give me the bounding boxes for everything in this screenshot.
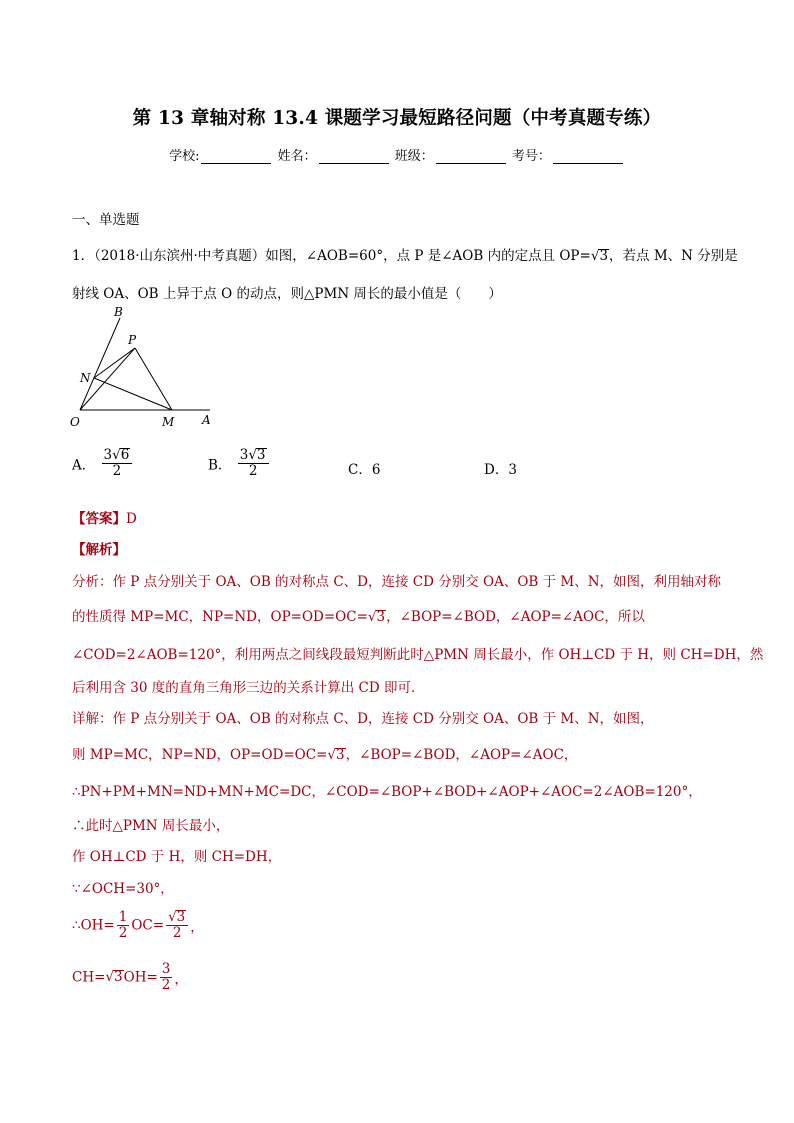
page-title: 第 13 章轴对称 13.4 课题学习最短路径问题（中考真题专练）	[132, 108, 662, 129]
analysis-line-9: 作 OH⊥CD 于 H，则 CH=DH，	[72, 849, 282, 865]
analysis-line-5: 详解：作 P 点分别关于 OA、OB 的对称点 C、D，连接 CD 分别交 OA、OB 于 M、N，如图，	[72, 711, 654, 727]
class-label: 班级：	[394, 149, 434, 164]
fraction: $\frac{3√3}{2}$	[238, 448, 269, 479]
analysis-line-6: 则 MP=MC，NP=ND，OP=OD=OC=√3，∠BOP=∠BOD，∠AOP=∠AOC，	[72, 747, 578, 764]
student-info-line	[0, 145, 794, 164]
label-m: M	[162, 415, 175, 429]
question-text: 1．（2018·山东滨州·中考真题）如图，∠AOB=60°，点 P 是∠AOB 内的定点且 OP=	[72, 248, 591, 264]
name-label: 姓名：	[277, 149, 317, 164]
name-field[interactable]	[319, 150, 389, 164]
analysis-line-3: ∠COD=2∠AOB=120°，利用两点之间线段最短判断此时△PMN 周长最小，作 OH⊥CD 于 H，则 CH=DH，然	[72, 647, 764, 663]
segment-nm	[94, 378, 172, 410]
option-c[interactable]: C．6	[348, 462, 381, 478]
class-field[interactable]	[436, 150, 506, 164]
option-d[interactable]: D．3	[484, 462, 517, 478]
analysis-line-8: ∴此时△PMN 周长最小，	[72, 818, 230, 834]
section-heading: 一、单选题	[72, 212, 140, 228]
geometry-figure	[68, 304, 218, 432]
fraction: $\frac{3√6}{2}$	[102, 448, 133, 479]
label-p: P	[128, 333, 137, 347]
label-a: A	[202, 413, 211, 427]
analysis-line-4: 后利用含 30 度的直角三角形三边的关系计算出 CD 即可．	[72, 680, 425, 696]
analysis-line-12: CH=√3OH= $\frac{3}{2}$ ，	[72, 961, 188, 993]
option-a[interactable]: A． $\frac{3√6}{2}$	[72, 448, 134, 488]
segment-pm	[135, 348, 172, 410]
exam-no-field[interactable]	[553, 150, 623, 164]
answer-line	[72, 507, 137, 527]
analysis-line-10: ∵∠OCH=30°，	[72, 881, 174, 897]
label-o: O	[70, 415, 80, 429]
question-text: ，若点 M、N 分别是	[609, 248, 738, 264]
school-label: 学校:	[169, 149, 200, 164]
analysis-line-11: ∴OH= $\frac{1}{2}$ OC= $\frac{√3}{2}$ ，	[72, 909, 204, 941]
analysis-line-7: ∴PN+PM+MN=ND+MN+MC=DC，∠COD=∠BOP+∠BOD+∠AOP+∠AOC=2∠AOB=120°，	[72, 784, 702, 800]
sqrt-symbol: √3	[590, 248, 609, 265]
label-b: B	[114, 305, 123, 319]
exam-no-label: 考号：	[511, 149, 551, 164]
school-field[interactable]	[201, 150, 271, 164]
analysis-line-1: 分析：作 P 点分别关于 OA、OB 的对称点 C、D，连接 CD 分别交 OA、OB 于 M、N，如图，利用轴对称	[72, 574, 722, 590]
label-n: N	[80, 371, 91, 385]
answer-value: D	[126, 511, 137, 527]
question-line-1	[72, 244, 738, 264]
question-line-2: 射线 OA、OB 上异于点 O 的动点，则△PMN 周长的最小值是（ ）	[72, 286, 502, 302]
analysis-tag: 【解析】	[72, 542, 126, 558]
analysis-line-2: 的性质得 MP=MC，NP=ND，OP=OD=OC=√3，∠BOP=∠BOD，∠AOP=∠AOC，所以	[72, 609, 645, 626]
option-b[interactable]: B． $\frac{3√3}{2}$	[208, 448, 271, 488]
answer-tag: 【答案】	[72, 511, 126, 527]
ray-ob	[80, 318, 120, 410]
